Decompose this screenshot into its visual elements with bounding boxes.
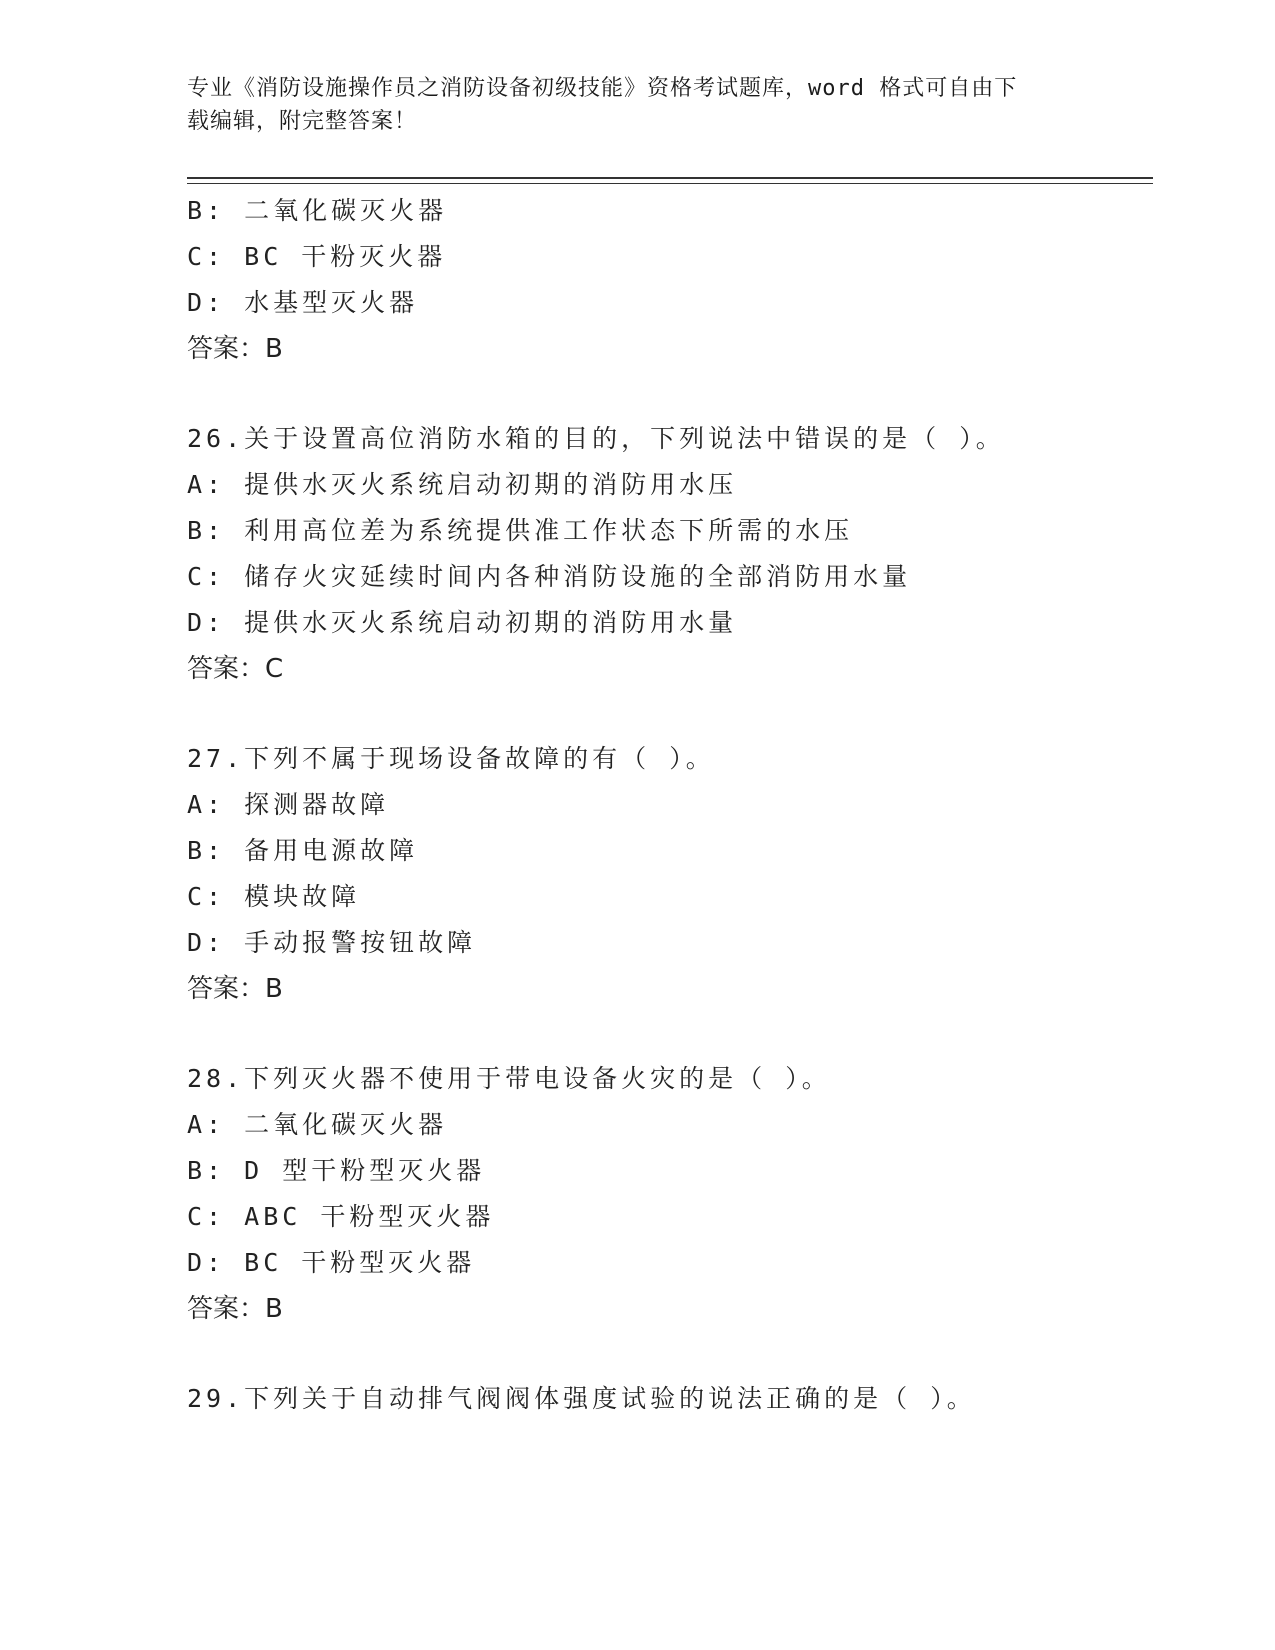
question-25-tail (187, 188, 1147, 372)
option-c: C: ABC 干粉型灭火器 (187, 1202, 495, 1231)
option-b: B: D 型干粉型灭火器 (187, 1156, 486, 1185)
spacer (187, 1012, 1147, 1056)
option-c: C: 储存火灾延续时间内各种消防设施的全部消防用水量 (187, 562, 912, 591)
question-stem: 29.下列关于自动排气阀阀体强度试验的说法正确的是（ ）。 (187, 1384, 976, 1413)
question-stem: 27.下列不属于现场设备故障的有（ ）。 (187, 744, 715, 773)
option-d: D: BC 干粉型灭火器 (187, 1248, 476, 1277)
answer-line: 答案：C (187, 654, 284, 684)
option-c: C: BC 干粉灭火器 (187, 242, 447, 271)
answer-line: 答案：B (187, 1294, 283, 1324)
question-26 (187, 416, 1147, 692)
option-b: B: 备用电源故障 (187, 836, 419, 865)
spacer (187, 372, 1147, 416)
question-stem: 26.关于设置高位消防水箱的目的，下列说法中错误的是（ ）。 (187, 424, 1005, 453)
option-d: D: 水基型灭火器 (187, 288, 419, 317)
question-list (187, 188, 1147, 1422)
option-a: A: 探测器故障 (187, 790, 390, 819)
question-27 (187, 736, 1147, 1012)
question-stem: 28.下列灭火器不使用于带电设备火灾的是（ ）。 (187, 1064, 831, 1093)
header-line-1: 专业《消防设施操作员之消防设备初级技能》资格考试题库，word 格式可自由下 (187, 76, 1018, 101)
header-divider-thin (187, 183, 1153, 184)
option-d: D: 提供水灭火系统启动初期的消防用水量 (187, 608, 738, 637)
option-a: A: 二氧化碳灭火器 (187, 1110, 448, 1139)
spacer (187, 692, 1147, 736)
header-divider-thick (187, 177, 1153, 179)
option-d: D: 手动报警按钮故障 (187, 928, 477, 957)
spacer (187, 1332, 1147, 1376)
option-c: C: 模块故障 (187, 882, 361, 911)
question-29 (187, 1376, 1147, 1422)
document-header (187, 72, 1067, 138)
question-28 (187, 1056, 1147, 1332)
option-b: B: 二氧化碳灭火器 (187, 196, 448, 225)
option-a: A: 提供水灭火系统启动初期的消防用水压 (187, 470, 738, 499)
answer-line: 答案：B (187, 334, 283, 364)
header-line-2: 载编辑，附完整答案！ (187, 109, 418, 134)
answer-line: 答案：B (187, 974, 283, 1004)
option-b: B: 利用高位差为系统提供准工作状态下所需的水压 (187, 516, 854, 545)
